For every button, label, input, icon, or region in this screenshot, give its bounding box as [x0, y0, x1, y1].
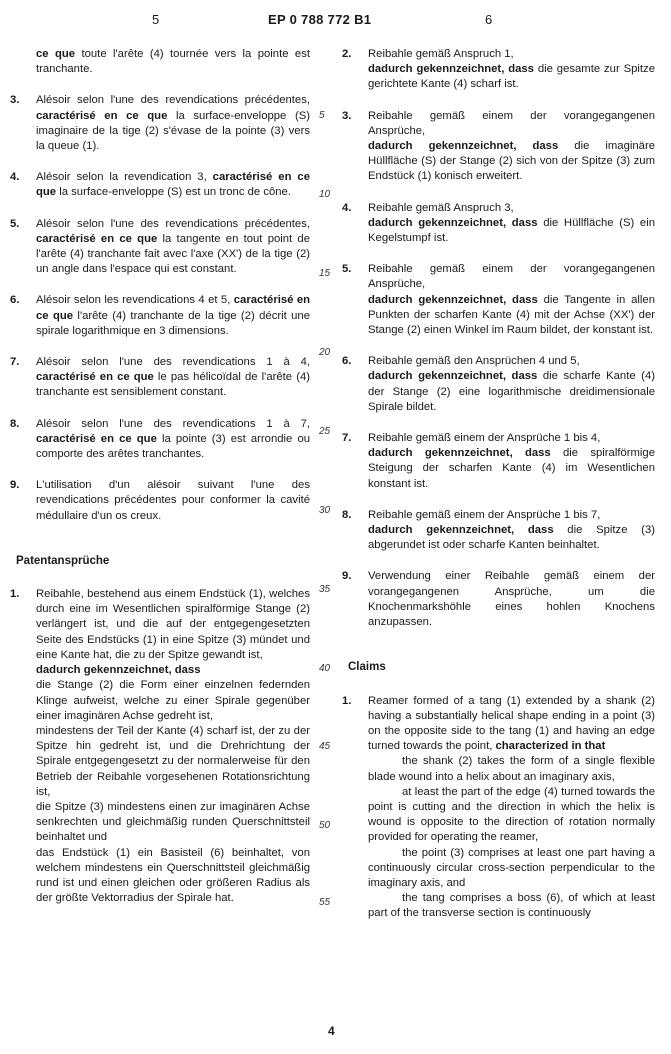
bold-phrase: dadurch gekennzeichnet, dass	[368, 447, 551, 460]
right-column	[342, 47, 655, 938]
bold-phrase: dadurch gekennzeichnet, dass	[368, 370, 538, 383]
section-heading-patentansprueche: Patentansprüche	[16, 554, 110, 567]
claim-text: Reibahle gemäß einem der Ansprüche 1 bis 4,	[368, 432, 601, 445]
bold-phrase: caractérisé en ce que	[36, 171, 310, 199]
line-number: 15	[319, 268, 331, 279]
claim-text: Reibahle gemäß einem der Ansprüche 1 bis 7,	[368, 508, 601, 521]
line-number: 5	[319, 110, 325, 121]
claim-text: Reamer formed of a tang (1) extended by a shank (2) having a substantially helical shape ending in a point (3) on the opposite side to the tang (1) and having an edge turned towards the point,	[368, 694, 655, 753]
claim-de-9	[342, 569, 655, 630]
claim-en-1	[342, 694, 655, 922]
claim-text: la tangente en tout point de l'arête (4) tranchante fait avec l'axe (XX') de la tige (2) un angle dans l'espace qui est constant.	[36, 232, 311, 276]
bold-phrase: dadurch gekennzeichnet, dass	[368, 293, 538, 306]
claim-number: 1.	[342, 694, 352, 707]
claim-text: Reibahle gemäß Anspruch 1,	[368, 48, 514, 60]
claim-fr-9	[10, 478, 310, 524]
claim-text: die Spitze (3) mindestens einen zur imaginären Achse senkrechten und gleichmäßig runden Querschnittsteil beinhaltet und	[36, 800, 310, 844]
bold-phrase: dadurch gekennzeichnet, dass	[368, 63, 534, 76]
claim-text: die imaginäre Hüllfläche (S) der Stange (2) sich von der Spitze (3) zum Endstück (1) konisch erweitert.	[368, 140, 655, 183]
claim-number: 7.	[10, 356, 20, 369]
claim-de-3	[342, 109, 655, 185]
claim-text: die spiralförmige Steigung der scharfen Kante (4) im Wesentlichen konstant ist.	[368, 447, 655, 490]
claim-text: the tang comprises a boss (6), of which at least part of the transverse section is continuously	[368, 892, 655, 920]
line-number: 35	[319, 584, 331, 595]
claim-text: toute l'arête (4) tournée vers la pointe est tranchante.	[36, 48, 310, 76]
claim-text: Reibahle gemäß den Ansprüchen 4 und 5,	[368, 355, 580, 368]
claim-text: Reibahle, bestehend aus einem Endstück (1), welches durch eine im Wesentlichen spiralförmige Stange (2) verlängert ist, und die auf der entgegengesetzten Seite des Endstücks (1) in eine Spitze (3) mündet und eine Kante hat, die zu der Spitze gewandt ist,	[36, 588, 310, 661]
bold-phrase: dadurch gekennzeichnet, dass	[368, 140, 559, 153]
claim-text: die gesamte zur Spitze gerichtete Kante (4) scharf ist.	[368, 63, 655, 91]
claim-de-8	[342, 508, 655, 554]
claim-text: l'arête (4) tranchante de la tige (2) décrit une spirale logarithmique en 3 dimensions.	[36, 309, 310, 337]
bold-phrase: dadurch gekennzeichnet, dass	[368, 216, 538, 229]
claim-de-5	[342, 262, 655, 338]
claim-fr-6	[10, 293, 310, 339]
claim-text: Reibahle gemäß einem der vorangegangenen Ansprüche,	[368, 109, 655, 137]
claim-fr-3	[10, 93, 310, 154]
claim-number: 9.	[342, 570, 352, 583]
claim-number: 8.	[342, 508, 352, 521]
claim-number: 4.	[342, 201, 352, 214]
claim-text: die Hüllfläche (S) ein Kegelstumpf ist.	[368, 216, 655, 245]
claim-text: the shank (2) takes the form of a single flexible blade wound into a helix about an imaginary axis,	[368, 755, 655, 783]
claim-de-7	[342, 431, 655, 492]
bold-phrase: caractérisé en ce que	[36, 109, 168, 122]
claim-text: Alésoir selon l'une des revendications précédentes,	[36, 217, 310, 230]
claim-continuation	[10, 47, 310, 77]
claim-number: 8.	[10, 417, 20, 430]
claim-de-2	[342, 47, 655, 93]
right-page-number: 6	[485, 12, 493, 27]
claim-fr-8	[10, 417, 310, 463]
claim-text: die Spitze (3) abgerundet ist oder scharfe Kanten beinhaltet.	[368, 524, 655, 552]
claim-text: L'utilisation d'un alésoir suivant l'une des revendications précédentes pour conformer la cavité médullaire d'un os creux.	[36, 479, 310, 522]
claim-text: Alésoir selon la revendication 3,	[36, 171, 213, 184]
claim-de-6	[342, 354, 655, 415]
claim-fr-5	[10, 217, 310, 278]
left-column	[10, 47, 310, 922]
line-number: 50	[319, 820, 331, 831]
claim-text: die Tangente in allen Punkten der scharfen Kante (4) mit der Achse (XX') der Stange (2) einen Winkel im Raum bildet, der konstant ist.	[368, 293, 655, 337]
claim-number: 5.	[10, 217, 20, 230]
line-number: 45	[319, 741, 331, 752]
claim-text: die scharfe Kante (4) der Stange (2) eine logarithmische dreidimensionale Spirale bildet.	[368, 370, 655, 413]
line-number: 20	[319, 347, 331, 358]
bold-phrase: dadurch gekennzeichnet, dass	[36, 664, 201, 677]
claim-text: das Endstück (1) ein Basisteil (6) beinhaltet, von welchem mindestens ein Querschnittsteil gleichmäßig rund ist und einen gleichen oder größeren Radius als der größte Vektorradius der Spirale hat.	[36, 846, 310, 905]
claim-text: Alésoir selon l'une des revendications 1 à 7,	[36, 417, 310, 430]
claim-text: la pointe (3) est arrondie ou comporte des arêtes tranchantes.	[36, 432, 311, 461]
bold-phrase: caractérisé en ce que	[36, 432, 157, 445]
line-number: 30	[319, 505, 331, 516]
bold-phrase: caractérisé en ce que	[36, 294, 311, 322]
claim-number: 9.	[10, 479, 20, 492]
claim-text: le pas hélicoïdal de l'arête (4) tranchante est sensiblement constant.	[36, 371, 310, 399]
left-page-number: 5	[152, 12, 160, 27]
claim-text: Alésoir selon l'une des revendications 1 à 4,	[36, 356, 310, 369]
claim-text: Verwendung einer Reibahle gemäß einem der vorangegangenen Ansprüche, um die Knochenmarkshöhle eines hohlen Knochens anzupassen.	[368, 570, 655, 629]
bold-phrase: characterized in that	[495, 740, 606, 753]
bold-phrase: dadurch gekennzeichnet, dass	[368, 524, 554, 537]
claim-number: 6.	[342, 355, 352, 368]
line-number: 25	[319, 426, 331, 437]
claim-de-1	[10, 587, 310, 906]
line-number: 55	[319, 897, 331, 908]
bold-phrase: caractérisé en ce que	[36, 232, 158, 245]
claim-fr-7	[10, 355, 310, 401]
claim-number: 3.	[10, 94, 20, 107]
claim-text: Reibahle gemäß Anspruch 3,	[368, 201, 514, 214]
claim-text: Alésoir selon l'une des revendications précédentes,	[36, 94, 310, 107]
bold-phrase: ce que	[36, 48, 76, 60]
claim-text: la surface-enveloppe (S) imaginaire de la tige (2) s'évase de la pointe (3) vers la queue (1).	[36, 109, 311, 153]
claim-de-4	[342, 201, 655, 247]
claim-text: mindestens der Teil der Kante (4) scharf ist, der zu der Spitze hin gedreht ist, und die Drehrichtung der Spirale entgegengesetzt zu der normalerweise für den Betrieb der Reibahle vorgesehenen Rotationsrichtung ist,	[36, 724, 310, 798]
patent-number: EP 0 788 772 B1	[268, 12, 372, 27]
claim-number: 1.	[10, 588, 20, 601]
line-number: 40	[319, 663, 331, 674]
bold-phrase: caractérisé en ce que	[36, 371, 154, 384]
page-number: 4	[328, 1024, 335, 1038]
claim-number: 7.	[342, 432, 352, 445]
claim-text: Alésoir selon les revendications 4 et 5,	[36, 294, 234, 307]
claim-number: 6.	[10, 294, 20, 307]
claim-number: 3.	[342, 109, 352, 122]
claim-number: 2.	[342, 48, 352, 60]
claim-number: 5.	[342, 263, 352, 276]
claim-fr-4	[10, 170, 310, 200]
claim-text: la surface-enveloppe (S) est un tronc de cône.	[56, 186, 291, 199]
line-number: 10	[319, 189, 331, 200]
claim-text: at least the part of the edge (4) turned towards the point is cutting and the direction in which the helix is wound is opposite to the direction of rotation normally provided for operating the reamer,	[368, 785, 655, 844]
claim-text: die Stange (2) die Form einer einzelnen federnden Klinge aufweist, welche zu einer Spirale gegenüber einer imaginären Achse gedreht ist,	[36, 679, 310, 722]
claim-text: the point (3) comprises at least one part having a continuously circular cross-section perpendicular to the imaginary axis, and	[368, 846, 655, 889]
section-heading-claims: Claims	[348, 661, 386, 674]
claim-number: 4.	[10, 171, 20, 184]
claim-text: Reibahle gemäß einem der vorangegangenen Ansprüche,	[368, 263, 655, 291]
